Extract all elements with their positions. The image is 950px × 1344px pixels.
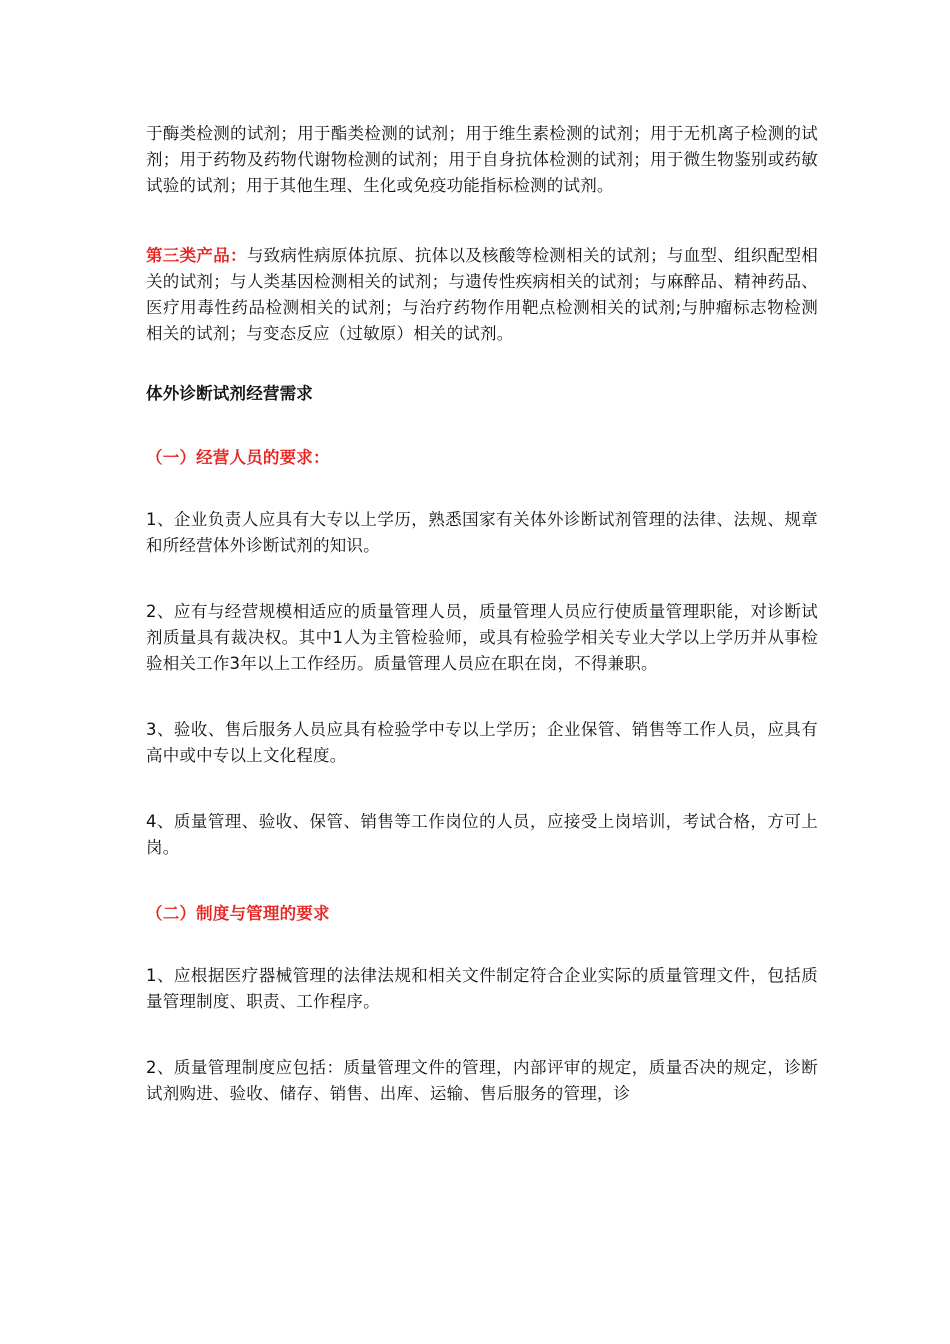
personnel-item-1: 1、企业负责人应具有大专以上学历，熟悉国家有关体外诊断试剂管理的法律、法规、规章和所经营体外诊断试剂的知识。 bbox=[146, 510, 818, 555]
document-body bbox=[146, 121, 818, 1107]
third-class-label: 第三类产品： bbox=[146, 246, 247, 265]
personnel-item-3: 3、验收、售后服务人员应具有检验学中专以上学历；企业保管、销售等工作人员，应具有高中或中专以上文化程度。 bbox=[146, 720, 818, 765]
paragraph-third-class bbox=[146, 243, 818, 347]
section-heading: 体外诊断试剂经营需求 bbox=[146, 384, 313, 403]
paragraph-continuation: 于酶类检测的试剂；用于酯类检测的试剂；用于维生素检测的试剂；用于无机离子检测的试剂；用于药物及药物代谢物检测的试剂；用于自身抗体检测的试剂；用于微生物鉴别或药敏试验的试剂；用于其他生理、生化或免疫功能指标检测的试剂。 bbox=[146, 124, 818, 195]
management-item-1: 1、应根据医疗器械管理的法律法规和相关文件制定符合企业实际的质量管理文件，包括质量管理制度、职责、工作程序。 bbox=[146, 966, 818, 1011]
management-item-2: 2、质量管理制度应包括：质量管理文件的管理，内部评审的规定，质量否决的规定，诊断试剂购进、验收、储存、销售、出库、运输、售后服务的管理，诊 bbox=[146, 1058, 818, 1103]
third-class-text: 与致病性病原体抗原、抗体以及核酸等检测相关的试剂；与血型、组织配型相关的试剂；与人类基因检测相关的试剂；与遗传性疾病相关的试剂；与麻醉品、精神药品、医疗用毒性药品检测相关的试剂；与治疗药物作用靶点检测相关的试剂;与肿瘤标志物检测相关的试剂；与变态反应（过敏原）相关的试剂。 bbox=[146, 246, 818, 343]
subsection-heading-management: （二）制度与管理的要求 bbox=[146, 904, 330, 923]
personnel-item-4: 4、质量管理、验收、保管、销售等工作岗位的人员，应接受上岗培训，考试合格，方可上岗。 bbox=[146, 812, 818, 857]
subsection-heading-personnel: （一）经营人员的要求： bbox=[146, 448, 330, 467]
personnel-item-2: 2、应有与经营规模相适应的质量管理人员，质量管理人员应行使质量管理职能，对诊断试剂质量具有裁决权。其中1人为主管检验师，或具有检验学相关专业大学以上学历并从事检验相关工作3年以上工作经历。质量管理人员应在职在岗，不得兼职。 bbox=[146, 602, 818, 673]
